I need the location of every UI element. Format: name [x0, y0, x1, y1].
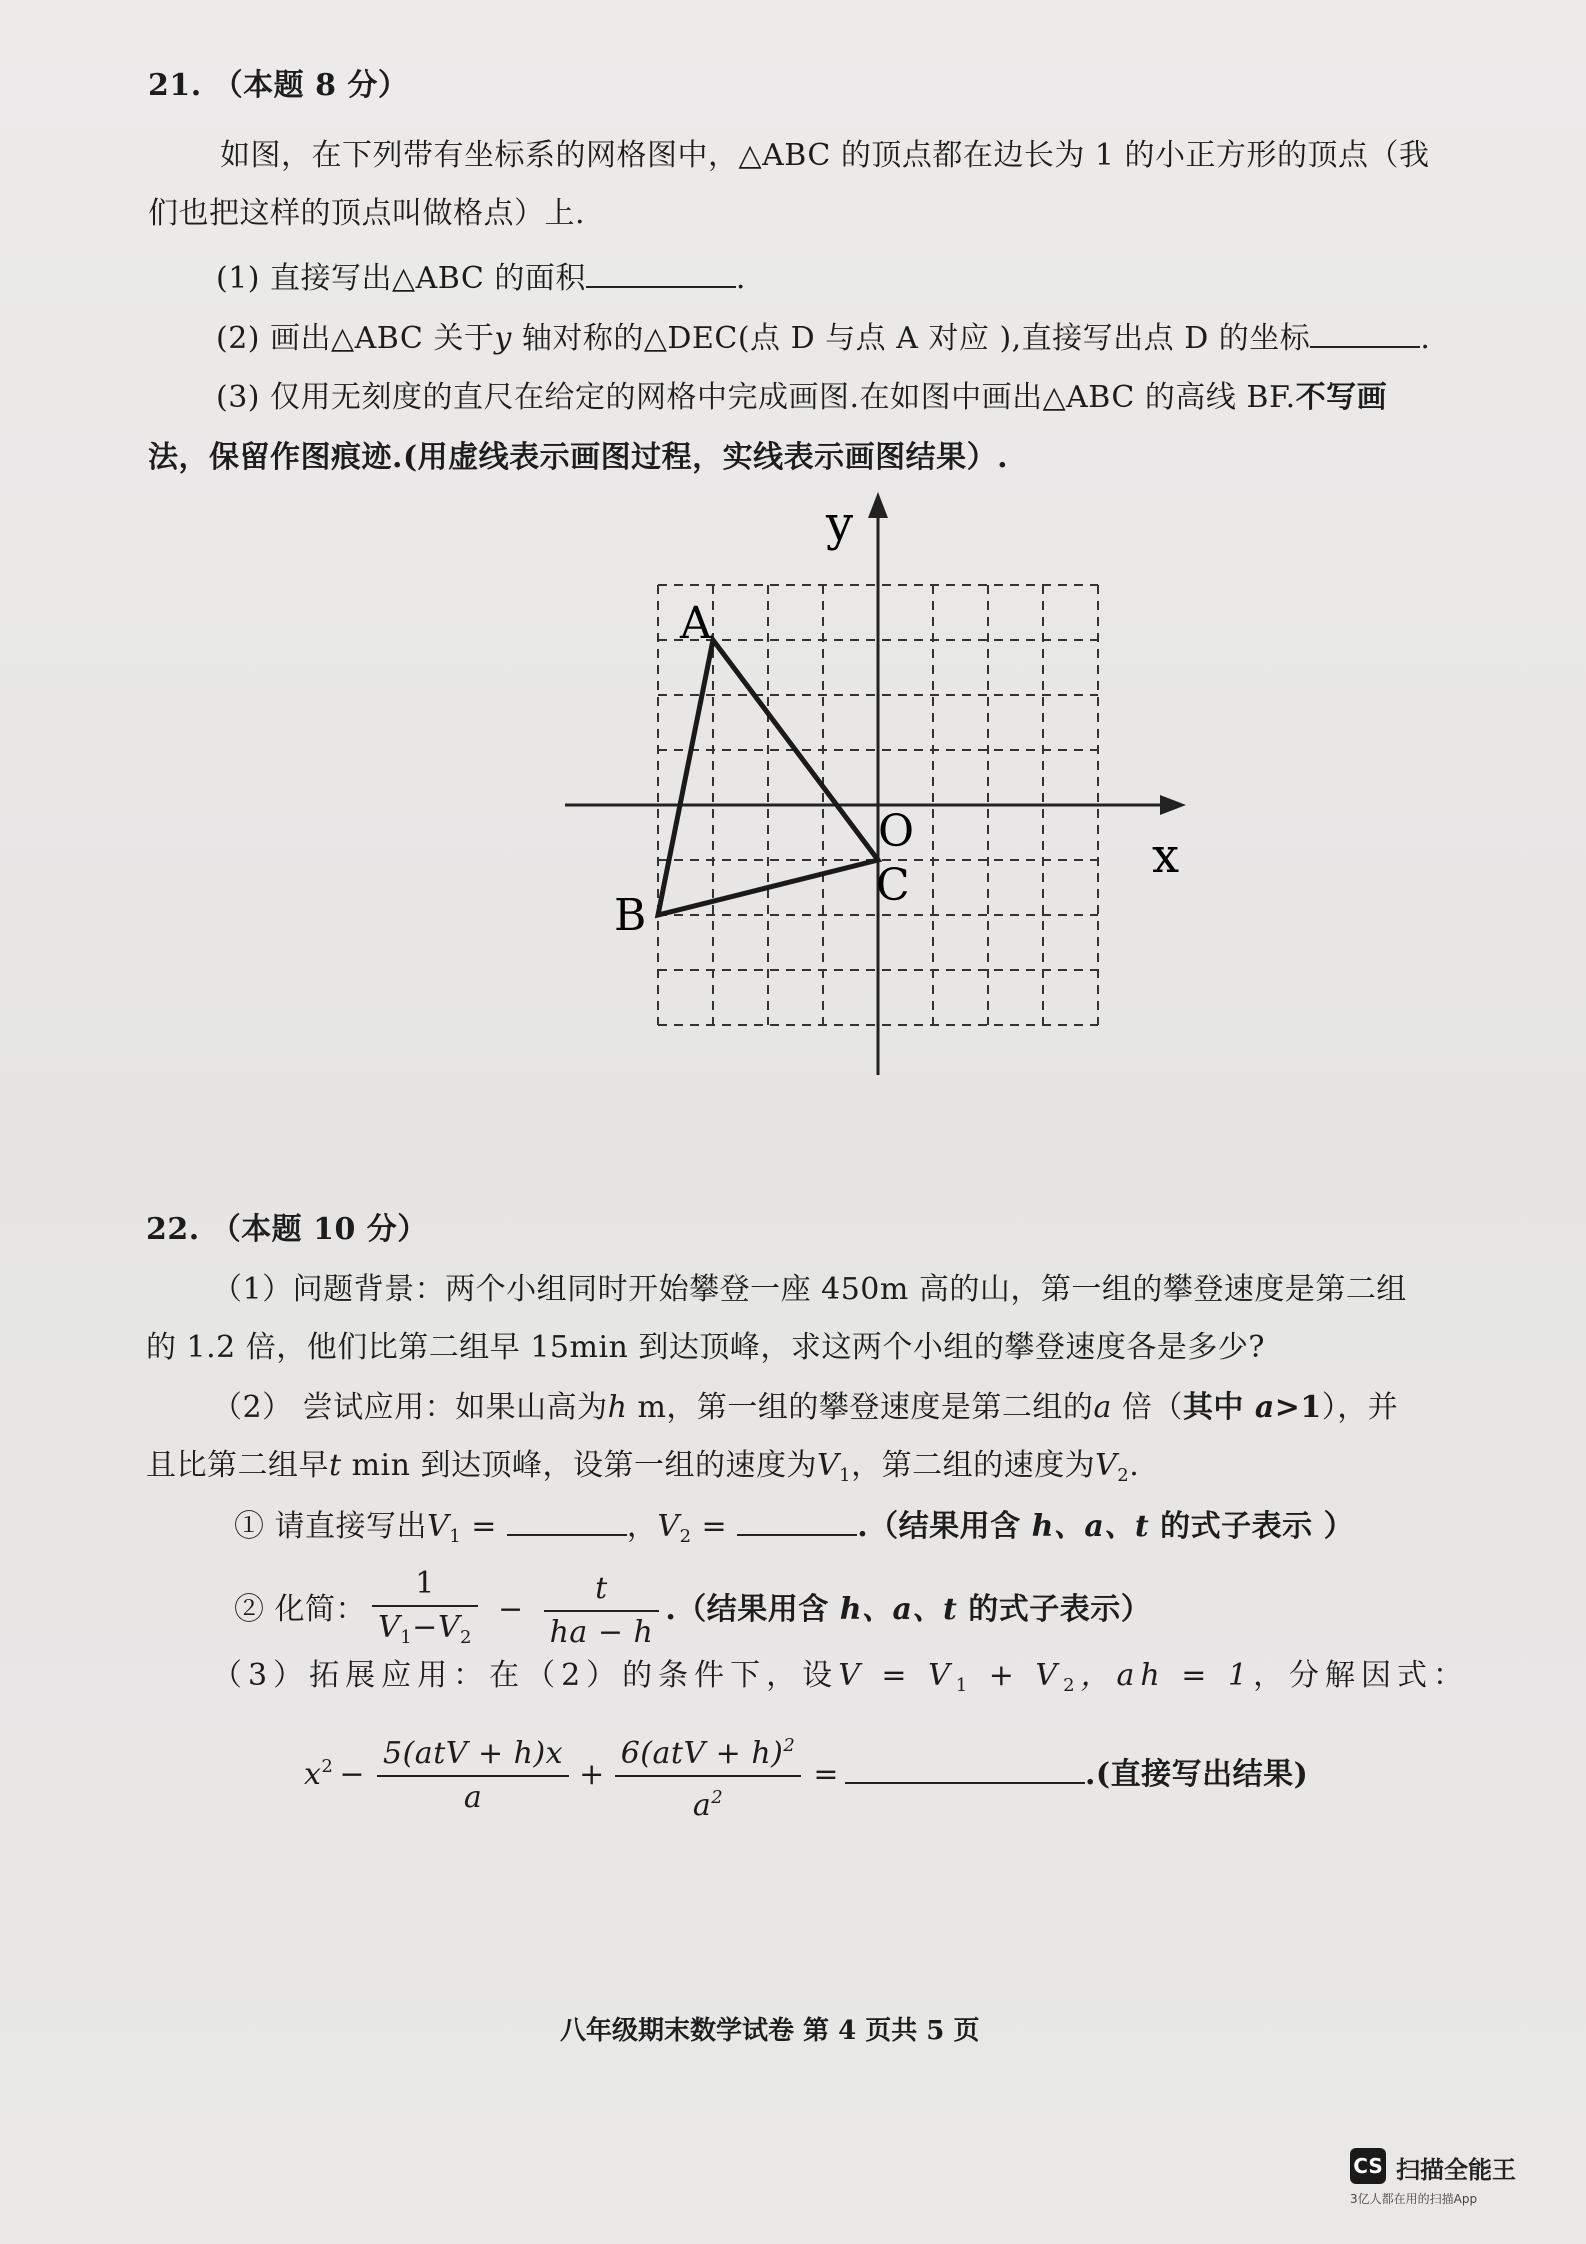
q22-sub2-text: ② 化简：	[234, 1592, 367, 1627]
var-a: a	[1093, 1390, 1112, 1425]
ah-condition: ，ah = 1	[1080, 1658, 1254, 1693]
q22-part2-text: 倍（	[1111, 1390, 1183, 1425]
var-v2-subscript: 2	[1063, 1675, 1081, 1696]
app-tagline: 3亿人都在用的扫描App	[1350, 2192, 1478, 2206]
answer-blank-factorization[interactable]	[845, 1754, 1085, 1784]
q22-part2-text: min 到达顶峰，设第一组的速度为	[341, 1448, 817, 1483]
app-name: 扫描全能王	[1396, 2156, 1516, 2184]
q22-sub1-text: ① 请直接写出	[234, 1509, 428, 1544]
fraction-numerator	[615, 1725, 802, 1777]
q21-part1-text: (1) 直接写出△ABC 的面积	[216, 261, 586, 296]
equals-sign: =	[691, 1509, 738, 1544]
q22-part2-text: m，第一组的攀登速度是第二组的	[627, 1390, 1094, 1425]
q21-part3-text-a: (3) 仅用无刻度的直尺在给定的网格中完成画图.在如图中画出△ABC 的高线 BF.	[216, 380, 1296, 415]
plus-sign: +	[579, 1757, 605, 1792]
q22-part3-text: （3）拓展应用：在（2）的条件下，设	[212, 1658, 839, 1693]
q22-part1-line1: （1）问题背景：两个小组同时开始攀登一座 450m 高的山，第一组的攀登速度是第二组	[212, 1272, 1407, 1307]
q22-sub2-note-end: 的式子表示）	[957, 1592, 1152, 1627]
q22-part2-condition: 其中	[1182, 1390, 1255, 1425]
q22-sub1-vars: h、a、t	[1031, 1509, 1150, 1544]
y-axis-label: y	[826, 496, 854, 552]
q21-part2-text-b: 轴对称的△DEC(点 D 与点 A 对应 ),直接写出点 D 的坐标	[511, 321, 1311, 356]
q22-sub2	[234, 1560, 1151, 1660]
exponent-2: 2	[321, 1756, 334, 1777]
q21-header: 21. （本题 8 分）	[148, 68, 409, 103]
q22-expression	[304, 1712, 1308, 1822]
equals-sign: =	[813, 1757, 839, 1792]
var-v1-subscript: 1	[839, 1465, 852, 1486]
y-axis-arrow-icon	[868, 492, 888, 518]
q21-part3-text-c: (用虚线表示画图过程，实线表示画图结果）.	[402, 440, 1009, 475]
x-axis-label: x	[1152, 828, 1180, 884]
q22-part2-line2	[146, 1446, 1139, 1496]
numerator-text: 6(atV + h)	[620, 1736, 784, 1771]
var-v2-subscript: 2	[459, 1627, 472, 1648]
fraction-t-over-ha-minus-h	[544, 1568, 660, 1654]
q22-part1-line2: 的 1.2 倍，他们比第二组早 15min 到达顶峰，求这两个小组的攀登速度各是多少?	[146, 1330, 1265, 1365]
cs-logo-icon: CS	[1350, 2148, 1386, 2184]
var-v2-subscript: 2	[1117, 1465, 1130, 1486]
vertex-a-label: A	[680, 598, 712, 649]
q22-part2-text: 且比第二组早	[146, 1448, 329, 1483]
var-x: x	[304, 1757, 322, 1792]
q22-expression-note: .(直接写出结果)	[1084, 1757, 1309, 1792]
q22-sub2-vars: h、a、t	[839, 1592, 958, 1627]
q22-part3-text: ，分解因式：	[1253, 1658, 1470, 1693]
fraction-5-atv-h-x-over-a	[377, 1733, 569, 1819]
q22-header: 22. （本题 10 分）	[146, 1212, 428, 1247]
answer-blank-v1[interactable]	[507, 1506, 627, 1536]
q22-sub2-note: .（结果用含	[665, 1592, 840, 1627]
minus-sign: −	[339, 1757, 366, 1792]
fraction-numerator: 1	[372, 1563, 478, 1607]
var-v1-subscript: 1	[400, 1627, 413, 1648]
var-v1: V	[817, 1448, 840, 1483]
fraction-numerator: t	[544, 1568, 660, 1612]
scanner-watermark	[1350, 2148, 1550, 2208]
answer-blank-v2[interactable]	[737, 1506, 857, 1536]
origin-label: O	[878, 806, 915, 857]
q22-sub1-note: .（结果用含	[857, 1509, 1032, 1544]
exponent-2: 2	[711, 1787, 724, 1808]
page-footer: 八年级期末数学试卷 第 4 页共 5 页	[560, 2016, 980, 2046]
var-v1: V	[928, 1658, 956, 1693]
var-v1-subscript: 1	[449, 1526, 462, 1547]
q22-part2-text: ，第二组的速度为	[851, 1448, 1096, 1483]
var-a: a	[1254, 1390, 1275, 1425]
var-h: h	[607, 1390, 628, 1425]
var-v2: V	[1035, 1658, 1064, 1693]
minus-sign: −	[497, 1592, 524, 1627]
var-v2: V	[1095, 1448, 1118, 1483]
equals-sign: =	[461, 1509, 507, 1544]
q22-sub1-note-end: 的式子表示 ）	[1149, 1509, 1355, 1544]
vertex-b-label: B	[614, 890, 647, 941]
var-v1: V	[427, 1509, 450, 1544]
vertex-c-label: C	[876, 860, 910, 911]
q22-part3-line1	[212, 1656, 1469, 1706]
q21-part2-var-y: y	[494, 321, 512, 356]
var-v1-subscript: 1	[955, 1675, 974, 1696]
var-v2-subscript: 2	[679, 1526, 692, 1547]
fraction-denominator: ha − h	[549, 1615, 654, 1650]
q21-part1-end: .	[735, 261, 746, 296]
q21-part3-bold1: 不写画	[1295, 380, 1388, 415]
var-v: V	[838, 1658, 866, 1693]
fraction-6-atv-h-sq-over-a-sq	[615, 1725, 802, 1827]
fraction-denominator	[615, 1777, 802, 1827]
plus-sign: +	[973, 1658, 1036, 1693]
fraction-denominator: $V_1-V_2$	[378, 1610, 472, 1648]
var-v2: V	[657, 1509, 680, 1544]
var-t: t	[329, 1448, 342, 1483]
q21-intro-line2: 们也把这样的顶点叫做格点）上.	[148, 196, 586, 231]
equals-sign: =	[865, 1658, 929, 1693]
q22-part2-text: （2） 尝试应用：如果山高为	[212, 1390, 608, 1425]
q21-part2-end: .	[1420, 321, 1431, 356]
var-v1: V	[378, 1610, 401, 1645]
comma: ，	[626, 1509, 658, 1544]
q21-part2-text-a: (2) 画出△ABC 关于	[216, 321, 495, 356]
fraction-denominator: a	[463, 1780, 483, 1815]
q22-part2-condition-end: >1	[1274, 1390, 1322, 1425]
q22-part2-text: ），并	[1321, 1390, 1399, 1425]
var-v2: V	[437, 1610, 460, 1645]
q22-part2-text: .	[1129, 1448, 1140, 1483]
q22-sub1	[234, 1506, 1354, 1557]
y-axis	[868, 492, 888, 1075]
fraction-numerator: 5(atV + h)x	[377, 1733, 569, 1777]
denominator-text: a	[692, 1788, 712, 1823]
q22-part2-line1	[212, 1388, 1398, 1428]
q21-intro-line1: 如图，在下列带有坐标系的网格图中，△ABC 的顶点都在边长为 1 的小正方形的顶点（我	[220, 138, 1430, 173]
fraction-1-over-v1-minus-v2	[372, 1563, 478, 1659]
x-axis-arrow-icon	[1160, 795, 1186, 815]
q21-part3-bold2: 法，保留作图痕迹.	[148, 440, 403, 475]
exponent-2: 2	[783, 1735, 796, 1756]
